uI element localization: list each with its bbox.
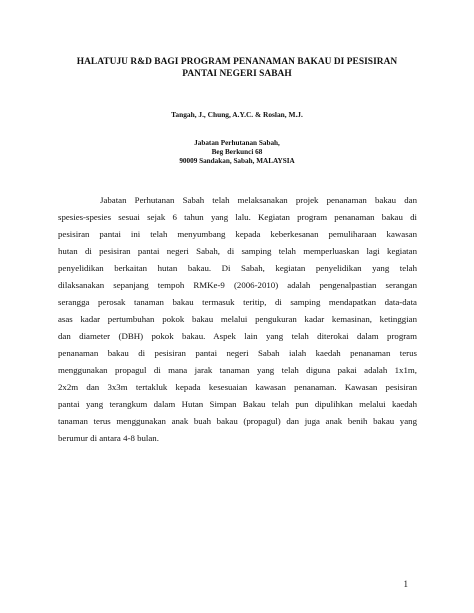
abstract-line: berumur di antara 4-8 bulan. (58, 433, 159, 443)
affiliation (0, 139, 474, 166)
abstract-line: spesies-spesies sesuai sejak 6 tahun yang lalu. Kegiatan program penanaman bakau di (58, 212, 417, 222)
abstract-line: hutan di pesisiran pantai negeri Sabah, di samping telah memperluaskan lagi kegiatan (58, 246, 417, 256)
abstract-line: serangga perosak tanaman bakau termasuk teritip, di samping mendapatkan data-data (58, 297, 417, 307)
abstract-line: dan diameter (DBH) pokok bakau. Aspek lain yang telah diterokai dalam program (58, 331, 417, 341)
abstract-line: dilaksanakan sepanjang tempoh RMKe-9 (2006-2010) adalah pengenalpastian serangan (58, 280, 417, 290)
abstract-line: pantai yang terangkum dalam Hutan Simpan Bakau telah pun dipulihkan melalui kaedah (58, 399, 417, 409)
abstract-line: 2x2m dan 3x3m tertakluk kepada kesesuaian kawasan penanaman. Kawasan pesisiran (58, 382, 417, 392)
abstract-line: Jabatan Perhutanan Sabah telah melaksanakan projek penanaman bakau dan (100, 195, 417, 205)
title-line: HALATUJU R&D BAGI PROGRAM PENANAMAN BAKAU DI PESISIRAN (76, 57, 398, 67)
abstract-line: penyelidikan berkaitan hutan bakau. Di Sabah, kegiatan penyelidikan yang telah (58, 263, 417, 273)
paper-title (60, 56, 414, 80)
title-line: PANTAI NEGERI SABAH (182, 69, 292, 79)
abstract-line: pesisiran pantai ini telah menyumbang kepada keberkesanan pemuliharaan kawasan (58, 229, 417, 239)
abstract-line: asas kadar pertumbuhan pokok bakau melalui pengukuran kadar kemasinan, ketinggian (58, 314, 417, 324)
affiliation-line: Jabatan Perhutanan Sabah, (194, 139, 280, 147)
abstract-line: menggunakan propagul di mana jarak tanaman yang telah diguna pakai adalah 1x1m, (58, 365, 417, 375)
page-number: 1 (403, 579, 408, 589)
abstract-line: penanaman bakau di pesisiran pantai negeri Sabah ialah kaedah penanaman terus (58, 348, 417, 358)
authors: Tangah, J., Chung, A.Y.C. & Roslan, M.J. (171, 110, 303, 119)
affiliation-line: 90009 Sandakan, Sabah, MALAYSIA (179, 157, 295, 165)
abstract-line: tanaman terus menggunakan anak buah bakau (propagul) dan juga anak benih bakau yang (58, 416, 417, 426)
abstract-paragraph (58, 192, 417, 447)
affiliation-line: Beg Berkunci 68 (211, 148, 263, 156)
